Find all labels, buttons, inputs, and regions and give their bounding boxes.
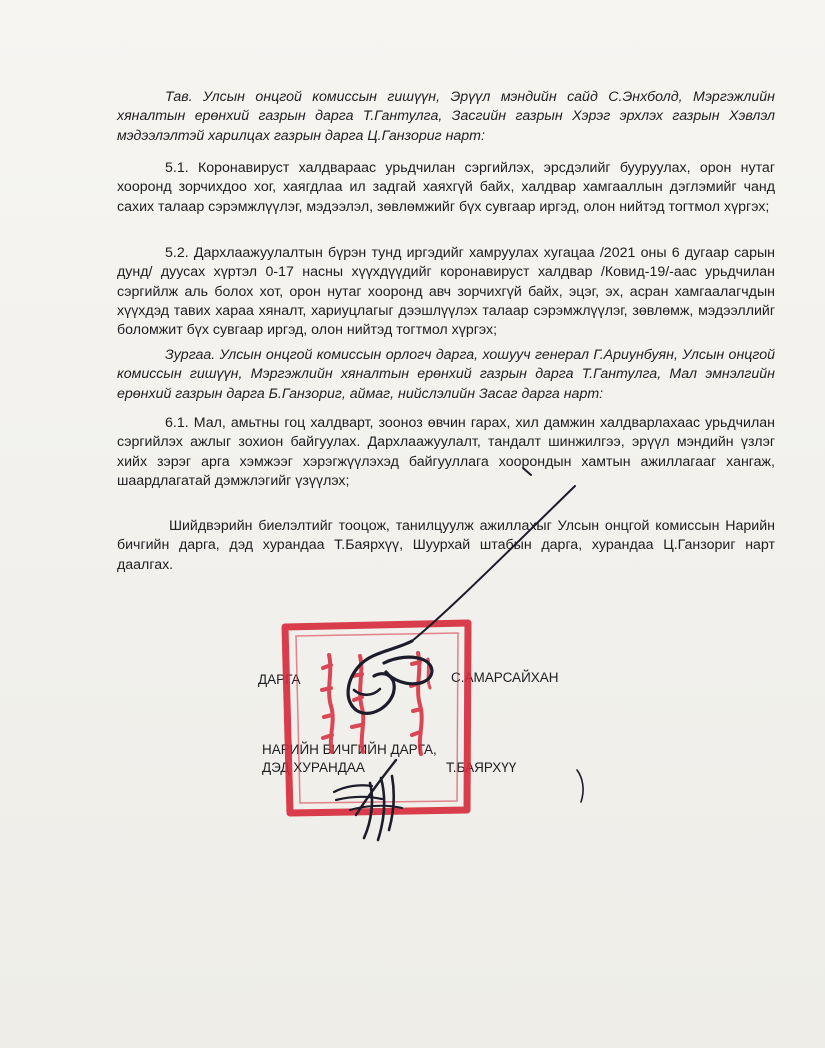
implementation-paragraph: Шийдвэрийн биелэлтийг тооцож, танилцуулж ажиллахыг Улсын онцгой комиссын Нарийн бичгийн дарга, дэд хурандаа Т.Баярхүү, Шуурхай штабын дарга, хурандаа Ц.Ганзориг нарт даалгах. xyxy=(117,518,775,573)
clause-5-1: 5.1. Коронавируст халдвараас урьдчилан сэргийлэх, эрсдэлийг бууруулах, орон нутаг хооронд зорчихдоо хог, хаягдлаа ил задгай хаяхгүй байх, халдвар хамгааллын дэглэмийг чанд сахих талаар сэрэмжлүүлэг, мэдээлэл, зөвлөмжийг бүх сувгаар иргэд, олон нийтэд тогтмол хүргэх; xyxy=(117,160,775,215)
chairman-name: С.АМАРСАЙХАН xyxy=(451,670,559,685)
chairman-title: ДАРГА xyxy=(258,672,301,687)
clause-6-1: 6.1. Мал, амьтны гоц халдварт, зооноз өвчин гарах, хил дамжин халдварлахаас урьдчилан сэргийлэх ажлыг зохион байгуулах. Дархлаажуулалт, тандалт шинжилгээ, эрүүл мэндийн үзлэг хийх зэрэг арга хэмжээг хэрэгжүүлэхэд байгууллага хоорондын хамтын ажиллагааг хангаж, шаардлагатай дэмжлэгийг үзүүлэх; xyxy=(117,415,775,489)
secretary-name: Т.БАЯРХҮҮ xyxy=(446,760,517,775)
secretary-rank: ДЭД ХУРАНДАА xyxy=(262,760,365,775)
clause-5-2: 5.2. Дархлаажуулалтын бүрэн тунд иргэдийг хамруулах хугацаа /2021 оны 6 дугаар сарын дунд/ дуусах хүртэл 0-17 насны хүүхдүүдийг коронавируст халдвар /Ковид-19/-аас урьдчилан сэргийлж аль болох хот, орон нутаг хооронд авч зорчихгүй байх, эцэг, эх, асран хамгаалагчдын хүүхдэд тавих хараа хяналт, хариуцлагыг дээшлүүлэх талаар сэрэмжлүүлэг, зөвлөмж, мэдээллийг боломжит бүх сувгаар иргэд, олон нийтэд тогтмол хүргэх; xyxy=(117,245,775,339)
official-stamp xyxy=(285,623,468,813)
section-five-heading: Тав. Улсын онцгой комиссын гишүүн, Эрүүл мэндийн сайд С.Энхболд, Мэргэжлийн хяналтын ерөнхий газрын дарга Т.Гантулга, Засгийн газрын Хэрэг эрхлэх газрын Хэвлэл мэдээлэлтэй харилцах газрын дарга Ц.Ганзориг нарт: xyxy=(117,89,775,144)
secretary-title: НАРИЙН БИЧГИЙН ДАРГА, xyxy=(262,742,437,757)
section-six-heading: Зургаа. Улсын онцгой комиссын орлогч дарга, хошууч генерал Г.Ариунбуян, Улсын онцгой комиссын гишүүн, Мэргэжлийн хяналтын ерөнхий газрын дарга Т.Гантулга, Мал эмнэлгийн ерөнхий газрын дарга Б.Ганзориг, аймаг, нийслэлийн Засаг дарга нарт: xyxy=(117,347,775,402)
